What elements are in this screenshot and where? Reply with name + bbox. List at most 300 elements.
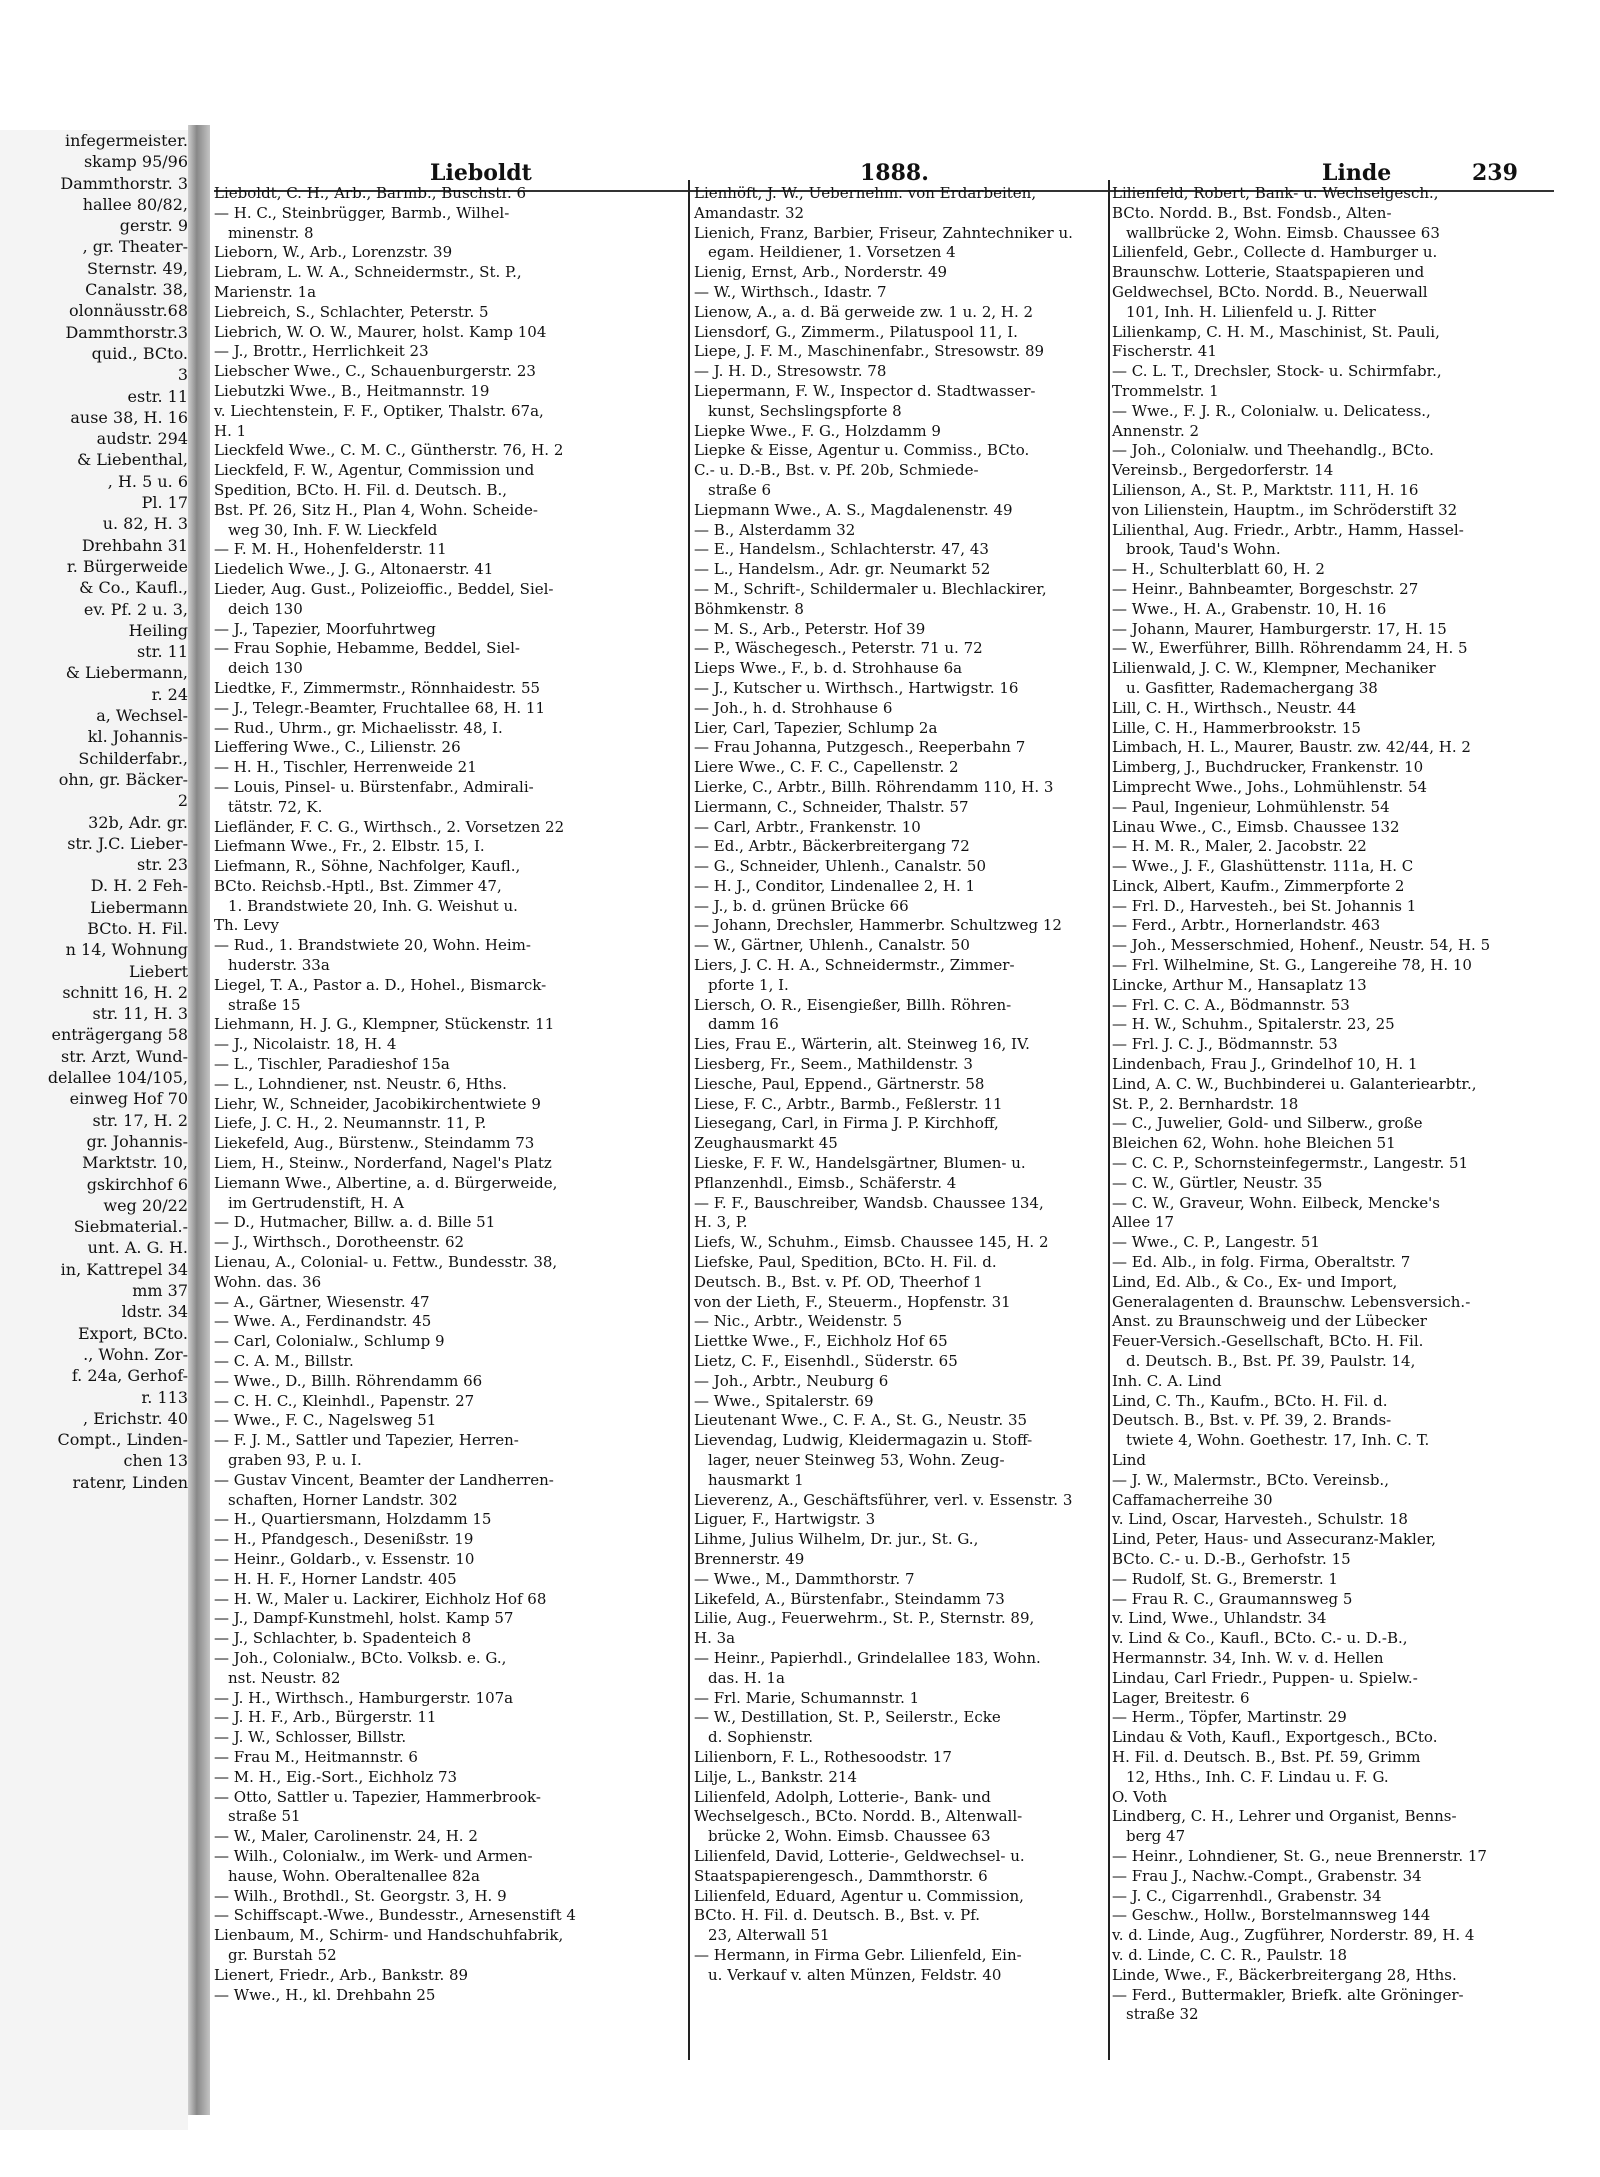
facing-page-line: Siebmaterial.- bbox=[73, 1217, 188, 1237]
directory-entry-line: v. d. Linde, Aug., Zugführer, Norderstr. 89, H. 4 bbox=[1112, 1926, 1475, 1945]
directory-entry-line: — J., Schlachter, b. Spadenteich 8 bbox=[214, 1629, 472, 1648]
facing-page-line: olonnäusstr.68 bbox=[68, 301, 188, 321]
directory-entry-line: Lietz, C. F., Eisenhdl., Süderstr. 65 bbox=[694, 1352, 958, 1371]
directory-entry-line: Liere Wwe., C. F. C., Capellenstr. 2 bbox=[694, 758, 959, 777]
facing-page-line: Canalstr. 38, bbox=[85, 280, 188, 300]
facing-page-line: delallee 104/105, bbox=[47, 1068, 188, 1088]
directory-entry-line: Liesberg, Fr., Seem., Mathildenstr. 3 bbox=[694, 1055, 973, 1074]
directory-entry-line: Liefmann, R., Söhne, Nachfolger, Kaufl., bbox=[214, 857, 521, 876]
directory-entry-line: — Wwe., M., Dammthorstr. 7 bbox=[694, 1569, 915, 1588]
directory-entry-line: H. Fil. d. Deutsch. B., Bst. Pf. 59, Grimm bbox=[1112, 1747, 1421, 1766]
directory-entry-line: — J. H. F., Arb., Bürgerstr. 11 bbox=[214, 1708, 437, 1727]
facing-page-line: estr. 11 bbox=[127, 386, 188, 406]
directory-entry-line: Lienig, Ernst, Arb., Norderstr. 49 bbox=[694, 263, 948, 282]
directory-entry-line: Liensdorf, G., Zimmerm., Pilatuspool 11, I. bbox=[694, 322, 1018, 341]
facing-page-line: , Erichstr. 40 bbox=[83, 1408, 188, 1428]
directory-entry-line: Staatspapierengesch., Dammthorstr. 6 bbox=[694, 1866, 988, 1885]
directory-entry-line: — L., Handelsm., Adr. gr. Neumarkt 52 bbox=[694, 560, 991, 579]
directory-entry-line: — M., Schrift-, Schildermaler u. Blechlackirer, bbox=[694, 579, 1047, 598]
directory-entry-line: im Gertrudenstift, H. A bbox=[228, 1193, 404, 1212]
directory-entry-line: — Wwe., F. C., Nagelsweg 51 bbox=[214, 1411, 437, 1430]
directory-entry-line: — J., b. d. grünen Brücke 66 bbox=[694, 896, 909, 915]
running-head-right: Linde bbox=[1322, 160, 1392, 186]
directory-entry-line: — Otto, Sattler u. Tapezier, Hammerbrook- bbox=[214, 1787, 541, 1806]
column-2 bbox=[694, 184, 1112, 2014]
directory-entry-line: Lienau, A., Colonial- u. Fettw., Bundesstr. 38, bbox=[214, 1253, 558, 1272]
directory-entry-line: H. 1 bbox=[214, 421, 247, 440]
directory-entry-line: — Wwe., D., Billh. Röhrendamm 66 bbox=[214, 1371, 483, 1390]
directory-entry-line: — J., Wirthsch., Dorotheenstr. 62 bbox=[214, 1233, 465, 1252]
directory-entry-line: — Hermann, in Firma Gebr. Lilienfeld, Ein- bbox=[694, 1945, 1022, 1964]
directory-entry-line: Lies, Frau E., Wärterin, alt. Steinweg 16, IV. bbox=[694, 1035, 1030, 1054]
directory-entry-line: Bst. Pf. 26, Sitz H., Plan 4, Wohn. Scheide- bbox=[214, 500, 538, 519]
directory-entry-line: — Joh., h. d. Strohhause 6 bbox=[694, 698, 893, 717]
directory-entry-line: — W., Maler, Carolinenstr. 24, H. 2 bbox=[214, 1827, 478, 1846]
directory-entry-line: v. Lind, Wwe., Uhlandstr. 34 bbox=[1112, 1609, 1327, 1628]
directory-entry-line: von der Lieth, F., Steuerm., Hopfenstr. 31 bbox=[694, 1292, 1011, 1311]
directory-entry-line: Lievendag, Ludwig, Kleidermagazin u. Stoff- bbox=[694, 1431, 1033, 1450]
directory-entry-line: — H. H. F., Horner Landstr. 405 bbox=[214, 1569, 457, 1588]
directory-entry-line: — H. M. R., Maler, 2. Jacobstr. 22 bbox=[1112, 837, 1367, 856]
directory-entry-line: — W., Ewerführer, Billh. Röhrendamm 24, H. 5 bbox=[1112, 639, 1468, 658]
facing-page-line: gerstr. 9 bbox=[119, 216, 188, 236]
directory-entry-line: Amandastr. 32 bbox=[694, 203, 805, 222]
directory-entry-line: — C. H. C., Kleinhdl., Papenstr. 27 bbox=[214, 1391, 475, 1410]
directory-entry-line: — Ferd., Arbtr., Hornerlandstr. 463 bbox=[1112, 916, 1381, 935]
directory-entry-line: Wechselgesch., BCto. Nordd. B., Altenwall- bbox=[694, 1807, 1023, 1826]
directory-entry-line: — Rud., Uhrm., gr. Michaelisstr. 48, I. bbox=[214, 718, 503, 737]
directory-entry-line: Liguer, F., Hartwigstr. 3 bbox=[694, 1510, 876, 1529]
directory-entry-line: Lind, Peter, Haus- und Assecuranz-Makler, bbox=[1112, 1530, 1436, 1549]
facing-page-line: Dammthorstr.3 bbox=[65, 322, 188, 342]
directory-entry-line: Limprecht Wwe., Johs., Lohmühlenstr. 54 bbox=[1112, 777, 1428, 796]
facing-page-line: chen 13 bbox=[123, 1451, 188, 1471]
directory-entry-line: C.- u. D.-B., Bst. v. Pf. 20b, Schmiede- bbox=[694, 461, 979, 480]
facing-page-line: r. 113 bbox=[141, 1387, 188, 1407]
directory-entry-line: — P., Wäschegesch., Peterstr. 71 u. 72 bbox=[694, 639, 983, 658]
directory-entry-line: hausmarkt 1 bbox=[708, 1470, 804, 1489]
directory-entry-line: Böhmkenstr. 8 bbox=[694, 599, 804, 618]
directory-entry-line: schaften, Horner Landstr. 302 bbox=[228, 1490, 458, 1509]
column-rule-1 bbox=[688, 180, 690, 2060]
directory-entry-line: Liekefeld, Aug., Bürstenw., Steindamm 73 bbox=[214, 1134, 535, 1153]
directory-entry-line: Fischerstr. 41 bbox=[1112, 342, 1217, 361]
directory-entry-line: tätstr. 72, K. bbox=[228, 797, 323, 816]
directory-entry-line: straße 51 bbox=[228, 1807, 301, 1826]
directory-entry-line: Linde, Wwe., F., Bäckerbreitergang 28, Hths. bbox=[1112, 1965, 1457, 1984]
facing-page-line: Heiling bbox=[128, 620, 188, 640]
directory-entry-line: Lilienfeld, Gebr., Collecte d. Hamburger u. bbox=[1112, 243, 1438, 262]
directory-entry-line: berg 47 bbox=[1126, 1827, 1186, 1846]
directory-entry-line: Lihme, Julius Wilhelm, Dr. jur., St. G., bbox=[694, 1530, 979, 1549]
directory-entry-line: — Wilh., Colonialw., im Werk- und Armen- bbox=[214, 1846, 533, 1865]
directory-entry-line: Caffamacherreihe 30 bbox=[1112, 1490, 1273, 1509]
facing-page-line: ohn, gr. Bäcker- bbox=[58, 769, 188, 789]
directory-entry-line: pforte 1, I. bbox=[708, 975, 789, 994]
directory-entry-line: — Frau J., Nachw.-Compt., Grabenstr. 34 bbox=[1112, 1866, 1422, 1885]
directory-entry-line: — Frau M., Heitmannstr. 6 bbox=[214, 1747, 418, 1766]
facing-page-line: in, Kattrepel 34 bbox=[60, 1259, 188, 1279]
directory-entry-line: 101, Inh. H. Lilienfeld u. J. Ritter bbox=[1126, 302, 1376, 321]
directory-entry-line: H. 3a bbox=[694, 1629, 736, 1648]
facing-page-line: mm 37 bbox=[132, 1281, 188, 1301]
facing-page-line: str. Arzt, Wund- bbox=[61, 1046, 188, 1066]
directory-entry-line: straße 6 bbox=[708, 480, 772, 499]
directory-entry-line: Lilje, L., Bankstr. 214 bbox=[694, 1767, 858, 1786]
directory-entry-line: — C. W., Graveur, Wohn. Eilbeck, Mencke's bbox=[1112, 1193, 1440, 1212]
directory-entry-line: — Heinr., Papierhdl., Grindelallee 183, Wohn. bbox=[694, 1648, 1041, 1667]
directory-entry-line: Vereinsb., Bergedorferstr. 14 bbox=[1112, 461, 1334, 480]
facing-page-line: & Liebenthal, bbox=[76, 450, 188, 470]
directory-entry-line: — B., Alsterdamm 32 bbox=[694, 520, 856, 539]
facing-page-line: 2 bbox=[177, 791, 188, 811]
directory-entry-line: Liebrich, W. O. W., Maurer, holst. Kamp 104 bbox=[214, 322, 547, 341]
directory-entry-line: — Wwe., H., kl. Drehbahn 25 bbox=[214, 1985, 436, 2004]
facing-page-line: 3 bbox=[177, 365, 188, 385]
directory-entry-line: damm 16 bbox=[708, 1015, 779, 1034]
directory-entry-line: Spedition, BCto. H. Fil. d. Deutsch. B., bbox=[214, 480, 508, 499]
directory-entry-line: straße 15 bbox=[228, 995, 301, 1014]
directory-entry-line: — H., Quartiersmann, Holzdamm 15 bbox=[214, 1510, 492, 1529]
directory-entry-line: — Paul, Ingenieur, Lohmühlenstr. 54 bbox=[1112, 797, 1390, 816]
directory-entry-line: Lindberg, C. H., Lehrer und Organist, Benns- bbox=[1112, 1807, 1457, 1826]
directory-entry-line: hause, Wohn. Oberaltenallee 82a bbox=[228, 1866, 481, 1885]
directory-entry-line: u. Gasfitter, Rademachergang 38 bbox=[1126, 678, 1378, 697]
directory-entry-line: Annenstr. 2 bbox=[1112, 421, 1200, 440]
directory-entry-line: — Frl. Marie, Schumannstr. 1 bbox=[694, 1688, 920, 1707]
facing-page-line: enträgergang 58 bbox=[51, 1025, 188, 1045]
facing-page-line: f. 24a, Gerhof- bbox=[71, 1366, 188, 1386]
directory-entry-line: — Heinr., Goldarb., v. Essenstr. 10 bbox=[214, 1549, 475, 1568]
directory-entry-line: — Wwe. A., Ferdinandstr. 45 bbox=[214, 1312, 432, 1331]
directory-entry-line: Liebscher Wwe., C., Schauenburgerstr. 23 bbox=[214, 362, 536, 381]
directory-entry-line: Liepermann, F. W., Inspector d. Stadtwasser- bbox=[694, 381, 1036, 400]
directory-entry-line: — W., Gärtner, Uhlenh., Canalstr. 50 bbox=[694, 936, 970, 955]
directory-entry-line: Lindau & Voth, Kaufl., Exportgesch., BCto. bbox=[1112, 1728, 1438, 1747]
facing-page-line: Liebermann bbox=[90, 897, 188, 917]
directory-entry-line: Trommelstr. 1 bbox=[1112, 381, 1219, 400]
page-number: 239 bbox=[1472, 160, 1518, 186]
directory-entry-line: Liese, F. C., Arbtr., Barmb., Feßlerstr. 11 bbox=[694, 1094, 1003, 1113]
directory-entry-line: Lienert, Friedr., Arb., Bankstr. 89 bbox=[214, 1965, 469, 1984]
directory-entry-line: — Johann, Maurer, Hamburgerstr. 17, H. 15 bbox=[1112, 619, 1447, 638]
directory-entry-line: — L., Lohndiener, nst. Neustr. 6, Hths. bbox=[214, 1074, 507, 1093]
directory-entry-line: Lilienfeld, Adolph, Lotterie-, Bank- und bbox=[694, 1787, 991, 1806]
directory-entry-line: — Gustav Vincent, Beamter der Landherren- bbox=[214, 1470, 554, 1489]
facing-page-line: 32b, Adr. gr. bbox=[88, 812, 188, 832]
running-head-year: 1888. bbox=[860, 160, 929, 186]
directory-entry-line: Braunschw. Lotterie, Staatspapieren und bbox=[1112, 263, 1425, 282]
directory-entry-line: Liem, H., Steinw., Norderfand, Nagel's Platz bbox=[214, 1154, 552, 1173]
directory-entry-line: — C. L. T., Drechsler, Stock- u. Schirmfabr., bbox=[1112, 362, 1442, 381]
directory-entry-line: egam. Heildiener, 1. Vorsetzen 4 bbox=[708, 243, 956, 262]
directory-entry-line: Lieborn, W., Arb., Lorenzstr. 39 bbox=[214, 243, 453, 262]
facing-page-line: str. 11, H. 3 bbox=[92, 1004, 188, 1024]
directory-entry-line: Lind, Ed. Alb., & Co., Ex- und Import, bbox=[1112, 1272, 1398, 1291]
directory-entry-line: — Wwe., Spitalerstr. 69 bbox=[694, 1391, 874, 1410]
directory-entry-line: Lierke, C., Arbtr., Billh. Röhrendamm 110, H. 3 bbox=[694, 777, 1054, 796]
directory-entry-line: — C., Juwelier, Gold- und Silberw., große bbox=[1112, 1114, 1423, 1133]
directory-entry-line: von Lilienstein, Hauptm., im Schröderstift 32 bbox=[1112, 500, 1458, 519]
directory-entry-line: — Wwe., J. F., Glashüttenstr. 111a, H. C bbox=[1112, 857, 1414, 876]
directory-entry-line: u. Verkauf v. alten Münzen, Feldstr. 40 bbox=[708, 1965, 1002, 1984]
directory-entry-line: Lieske, F. F. W., Handelsgärtner, Blumen- u. bbox=[694, 1154, 1026, 1173]
directory-entry-line: Lincke, Arthur M., Hansaplatz 13 bbox=[1112, 975, 1367, 994]
directory-entry-line: — Johann, Drechsler, Hammerbr. Schultzweg 12 bbox=[694, 916, 1062, 935]
directory-entry-line: St. P., 2. Bernhardstr. 18 bbox=[1112, 1094, 1299, 1113]
facing-page-line: str. 23 bbox=[136, 855, 188, 875]
directory-entry-line: — Joh., Colonialw., BCto. Volksb. e. G., bbox=[214, 1648, 507, 1667]
directory-entry-line: Lilienson, A., St. P., Marktstr. 111, H. 16 bbox=[1112, 480, 1419, 499]
directory-entry-line: Liefs, W., Schuhm., Eimsb. Chaussee 145, H. 2 bbox=[694, 1233, 1049, 1252]
directory-entry-line: Lindau, Carl Friedr., Puppen- u. Spielw.- bbox=[1112, 1668, 1418, 1687]
directory-entry-line: — Joh., Colonialw. und Theehandlg., BCto. bbox=[1112, 441, 1434, 460]
directory-entry-line: Liepe, J. F. M., Maschinenfabr., Stresowstr. 89 bbox=[694, 342, 1045, 361]
directory-entry-line: — Frau R. C., Graumannsweg 5 bbox=[1112, 1589, 1353, 1608]
directory-entry-line: Hermannstr. 34, Inh. W. v. d. Hellen bbox=[1112, 1648, 1384, 1667]
directory-entry-line: — Wwe., C. P., Langestr. 51 bbox=[1112, 1233, 1320, 1252]
directory-entry-line: Lilienborn, F. L., Rothesoodstr. 17 bbox=[694, 1747, 952, 1766]
directory-entry-line: Liesche, Paul, Eppend., Gärtnerstr. 58 bbox=[694, 1074, 985, 1093]
directory-entry-line: — Frau Sophie, Hebamme, Beddel, Siel- bbox=[214, 639, 520, 658]
directory-entry-line: — M. H., Eig.-Sort., Eichholz 73 bbox=[214, 1767, 458, 1786]
facing-page-line: Schilderfabr., bbox=[78, 748, 188, 768]
directory-entry-line: — D., Hutmacher, Billw. a. d. Bille 51 bbox=[214, 1213, 496, 1232]
directory-entry-line: — Carl, Colonialw., Schlump 9 bbox=[214, 1332, 445, 1351]
facing-page-line: ratenr, Linden bbox=[72, 1472, 188, 1492]
directory-entry-line: Wohn. das. 36 bbox=[214, 1272, 322, 1291]
directory-entry-line: — F. J. M., Sattler und Tapezier, Herren- bbox=[214, 1431, 519, 1450]
directory-entry-line: Liersch, O. R., Eisengießer, Billh. Röhren- bbox=[694, 995, 1012, 1014]
directory-entry-line: — Wwe., F. J. R., Colonialw. u. Delicatess., bbox=[1112, 401, 1431, 420]
directory-entry-line: — Rud., 1. Brandstwiete 20, Wohn. Heim- bbox=[214, 936, 531, 955]
directory-entry-line: v. Liechtenstein, F. F., Optiker, Thalstr. 67a, bbox=[214, 401, 544, 420]
directory-entry-line: Liehr, W., Schneider, Jacobikirchentwiete 9 bbox=[214, 1094, 541, 1113]
directory-entry-line: Liettke Wwe., F., Eichholz Hof 65 bbox=[694, 1332, 948, 1351]
directory-entry-line: Lilienfeld, David, Lotterie-, Geldwechsel- u. bbox=[694, 1846, 1025, 1865]
directory-entry-line: — J. H. D., Stresowstr. 78 bbox=[694, 362, 887, 381]
directory-entry-line: Liermann, C., Schneider, Thalstr. 57 bbox=[694, 797, 969, 816]
directory-entry-line: Lind, C. Th., Kaufm., BCto. H. Fil. d. bbox=[1112, 1391, 1388, 1410]
directory-entry-line: Lilienkamp, C. H. M., Maschinist, St. Pauli, bbox=[1112, 322, 1440, 341]
directory-entry-line: — Heinr., Bahnbeamter, Borgeschstr. 27 bbox=[1112, 579, 1419, 598]
directory-entry-line: — H. J., Conditor, Lindenallee 2, H. 1 bbox=[694, 876, 976, 895]
directory-entry-line: — A., Gärtner, Wiesenstr. 47 bbox=[214, 1292, 430, 1311]
directory-entry-line: Lilienfeld, Robert, Bank- u. Wechselgesch., bbox=[1112, 184, 1439, 202]
directory-entry-line: — Carl, Arbtr., Frankenstr. 10 bbox=[694, 817, 921, 836]
directory-entry-line: Liepke Wwe., F. G., Holzdamm 9 bbox=[694, 421, 941, 440]
facing-page-line: kl. Johannis- bbox=[87, 727, 188, 747]
directory-entry-line: — Frl. Wilhelmine, St. G., Langereihe 78, H. 10 bbox=[1112, 956, 1472, 975]
directory-entry-line: Lill, C. H., Wirthsch., Neustr. 44 bbox=[1112, 698, 1357, 717]
directory-entry-line: — Wwe., H. A., Grabenstr. 10, H. 16 bbox=[1112, 599, 1387, 618]
directory-entry-line: — H., Pfandgesch., Desenißstr. 19 bbox=[214, 1530, 474, 1549]
facing-page-line: hallee 80/82, bbox=[82, 194, 188, 214]
directory-entry-line: — Wilh., Brothdl., St. Georgstr. 3, H. 9 bbox=[214, 1886, 507, 1905]
facing-page-line: , H. 5 u. 6 bbox=[107, 471, 188, 491]
directory-entry-line: O. Voth bbox=[1112, 1787, 1168, 1806]
directory-entry-line: Lieckfeld Wwe., C. M. C., Güntherstr. 76, H. 2 bbox=[214, 441, 564, 460]
directory-entry-line: Limberg, J., Buchdrucker, Frankenstr. 10 bbox=[1112, 758, 1424, 777]
directory-entry-line: — J., Dampf-Kunstmehl, holst. Kamp 57 bbox=[214, 1609, 514, 1628]
directory-entry-line: 12, Hths., Inh. C. F. Lindau u. F. G. bbox=[1126, 1767, 1389, 1786]
directory-entry-line: Pflanzenhdl., Eimsb., Schäferstr. 4 bbox=[694, 1173, 957, 1192]
directory-entry-line: Liefe, J. C. H., 2. Neumannstr. 11, P. bbox=[214, 1114, 487, 1133]
directory-entry-line: Lieboldt, C. H., Arb., Barmb., Buschstr. 6 bbox=[214, 184, 527, 202]
directory-entry-line: Marienstr. 1a bbox=[214, 282, 317, 301]
directory-entry-line: — Ed. Alb., in folg. Firma, Oberaltstr. 7 bbox=[1112, 1253, 1411, 1272]
directory-entry-line: — M. S., Arb., Peterstr. Hof 39 bbox=[694, 619, 926, 638]
directory-entry-line: Lieverenz, A., Geschäftsführer, verl. v. Essenstr. 3 bbox=[694, 1490, 1073, 1509]
directory-entry-line: — Schiffscapt.-Wwe., Bundesstr., Arnesenstift 4 bbox=[214, 1906, 576, 1925]
facing-page-line: skamp 95/96 bbox=[83, 152, 188, 172]
facing-page-line: gskirchhof 6 bbox=[86, 1174, 188, 1194]
directory-entry-line: Lier, Carl, Tapezier, Schlump 2a bbox=[694, 718, 938, 737]
facing-page-line: ev. Pf. 2 u. 3, bbox=[83, 599, 188, 619]
directory-entry-line: — H. H., Tischler, Herrenweide 21 bbox=[214, 758, 477, 777]
directory-entry-line: — Joh., Arbtr., Neuburg 6 bbox=[694, 1371, 889, 1390]
directory-entry-line: — E., Handelsm., Schlachterstr. 47, 43 bbox=[694, 540, 989, 559]
directory-entry-line: — H. W., Schuhm., Spitalerstr. 23, 25 bbox=[1112, 1015, 1395, 1034]
facing-page-line: u. 82, H. 3 bbox=[102, 514, 188, 534]
directory-entry-line: Liedelich Wwe., J. G., Altonaerstr. 41 bbox=[214, 560, 494, 579]
directory-entry-line: — G., Schneider, Uhlenh., Canalstr. 50 bbox=[694, 857, 987, 876]
directory-entry-line: Linck, Albert, Kaufm., Zimmerpforte 2 bbox=[1112, 876, 1405, 895]
facing-page-line: BCto. H. Fil. bbox=[87, 918, 188, 938]
facing-page-line: einweg Hof 70 bbox=[69, 1089, 188, 1109]
directory-entry-line: Lienow, A., a. d. Bä gerweide zw. 1 u. 2, H. 2 bbox=[694, 302, 1034, 321]
directory-entry-line: v. Lind & Co., Kaufl., BCto. C.- u. D.-B., bbox=[1112, 1629, 1408, 1648]
facing-page-line: a, Wechsel- bbox=[96, 706, 188, 726]
facing-page-line: audstr. 294 bbox=[96, 429, 188, 449]
directory-entry-line: Lienhöft, J. W., Uebernehm. von Erdarbeiten, bbox=[694, 184, 1037, 202]
facing-page-line: ., Wohn. Zor- bbox=[83, 1344, 188, 1364]
directory-entry-line: H. 3, P. bbox=[694, 1213, 748, 1232]
directory-entry-line: Anst. zu Braunschweig und der Lübecker bbox=[1112, 1312, 1427, 1331]
directory-entry-line: — W., Destillation, St. P., Seilerstr., Ecke bbox=[694, 1708, 1001, 1727]
directory-entry-line: BCto. C.- u. D.-B., Gerhofstr. 15 bbox=[1112, 1549, 1351, 1568]
facing-page-line: , gr. Theater- bbox=[82, 237, 188, 257]
directory-entry-line: — Nic., Arbtr., Weidenstr. 5 bbox=[694, 1312, 903, 1331]
directory-entry-line: Lilie, Aug., Feuerwehrm., St. P., Sternstr. 89, bbox=[694, 1609, 1035, 1628]
directory-entry-line: deich 130 bbox=[228, 659, 303, 678]
directory-entry-line: deich 130 bbox=[228, 599, 303, 618]
directory-entry-line: — C. A. M., Billstr. bbox=[214, 1352, 354, 1371]
facing-page-line: Dammthorstr. 3 bbox=[60, 173, 188, 193]
facing-page-line: str. 17, H. 2 bbox=[92, 1110, 188, 1130]
directory-entry-line: — J., Telegr.-Beamter, Fruchtallee 68, H. 11 bbox=[214, 698, 546, 717]
directory-entry-line: Liedtke, F., Zimmermstr., Rönnhaidestr. 55 bbox=[214, 678, 541, 697]
directory-entry-line: Liesegang, Carl, in Firma J. P. Kirchhoff, bbox=[694, 1114, 999, 1133]
directory-entry-line: — J. C., Cigarrenhdl., Grabenstr. 34 bbox=[1112, 1886, 1382, 1905]
directory-entry-line: Likefeld, A., Bürstenfabr., Steindamm 73 bbox=[694, 1589, 1005, 1608]
directory-entry-line: das. H. 1a bbox=[708, 1668, 785, 1687]
facing-page-line: unt. A. G. H. bbox=[87, 1238, 188, 1258]
facing-page-line: quid., BCto. bbox=[91, 343, 188, 363]
directory-entry-line: — F. F., Bauschreiber, Wandsb. Chaussee 134, bbox=[694, 1193, 1044, 1212]
directory-entry-line: 23, Alterwall 51 bbox=[708, 1926, 830, 1945]
directory-entry-line: — Ed., Arbtr., Bäckerbreitergang 72 bbox=[694, 837, 970, 856]
directory-entry-line: Geldwechsel, BCto. Nordd. B., Neuerwall bbox=[1112, 282, 1428, 301]
directory-entry-line: straße 32 bbox=[1126, 2005, 1199, 2024]
directory-entry-line: Liefländer, F. C. G., Wirthsch., 2. Vorsetzen 22 bbox=[214, 817, 565, 836]
directory-entry-line: — J., Brottr., Herrlichkeit 23 bbox=[214, 342, 429, 361]
directory-entry-line: weg 30, Inh. F. W. Lieckfeld bbox=[228, 520, 438, 539]
facing-page-line: weg 20/22 bbox=[103, 1195, 188, 1215]
facing-page-line: r. 24 bbox=[151, 684, 188, 704]
facing-page-line: Pl. 17 bbox=[141, 493, 188, 513]
directory-entry-line: twiete 4, Wohn. Goethestr. 17, Inh. C. T. bbox=[1126, 1431, 1430, 1450]
directory-entry-line: — Frau Johanna, Putzgesch., Reeperbahn 7 bbox=[694, 738, 1026, 757]
directory-entry-line: BCto. Nordd. B., Bst. Fondsb., Alten- bbox=[1112, 203, 1392, 222]
directory-entry-line: Lilienthal, Aug. Friedr., Arbtr., Hamm, Hassel- bbox=[1112, 520, 1464, 539]
directory-entry-line: Zeughausmarkt 45 bbox=[694, 1134, 838, 1153]
directory-entry-line: Linau Wwe., C., Eimsb. Chaussee 132 bbox=[1112, 817, 1400, 836]
directory-entry-line: v. Lind, Oscar, Harvesteh., Schulstr. 18 bbox=[1112, 1510, 1408, 1529]
directory-entry-line: — C. C. P., Schornsteinfegermstr., Langestr. 51 bbox=[1112, 1154, 1469, 1173]
directory-entry-line: d. Deutsch. B., Bst. Pf. 39, Paulstr. 14, bbox=[1126, 1352, 1416, 1371]
directory-entry-line: BCto. H. Fil. d. Deutsch. B., Bst. v. Pf. bbox=[694, 1906, 981, 1925]
facing-page-line: Compt., Linden- bbox=[57, 1430, 188, 1450]
directory-entry-line: Lind bbox=[1112, 1451, 1147, 1469]
directory-entry-line: — Frl. C. C. A., Bödmannstr. 53 bbox=[1112, 995, 1350, 1014]
directory-entry-line: Liebutzki Wwe., B., Heitmannstr. 19 bbox=[214, 381, 490, 400]
directory-entry-line: Liers, J. C. H. A., Schneidermstr., Zimmer- bbox=[694, 956, 1015, 975]
directory-entry-line: Feuer-Versich.-Gesellschaft, BCto. H. Fil. bbox=[1112, 1332, 1424, 1351]
directory-entry-line: Lieder, Aug. Gust., Polizeioffic., Beddel, Siel- bbox=[214, 579, 554, 598]
book-spine bbox=[188, 125, 210, 2115]
directory-entry-line: Lieffering Wwe., C., Lilienstr. 26 bbox=[214, 738, 461, 757]
column-1 bbox=[214, 184, 684, 2014]
directory-entry-line: — J., Kutscher u. Wirthsch., Hartwigstr. 16 bbox=[694, 678, 1019, 697]
directory-entry-line: Bleichen 62, Wohn. hohe Bleichen 51 bbox=[1112, 1134, 1396, 1153]
facing-page-line: Drehbahn 31 bbox=[81, 535, 188, 555]
directory-entry-line: kunst, Sechslingspforte 8 bbox=[708, 401, 902, 420]
directory-entry-line: wallbrücke 2, Wohn. Eimsb. Chaussee 63 bbox=[1126, 223, 1440, 242]
facing-page-fragment bbox=[0, 130, 188, 2130]
directory-entry-line: — F. M. H., Hohenfelderstr. 11 bbox=[214, 540, 447, 559]
directory-entry-line: Lieps Wwe., F., b. d. Strohhause 6a bbox=[694, 659, 963, 678]
directory-entry-line: — Heinr., Lohndiener, St. G., neue Brennerstr. 17 bbox=[1112, 1846, 1487, 1865]
directory-entry-line: gr. Burstah 52 bbox=[228, 1945, 337, 1964]
facing-page-line: Sternstr. 49, bbox=[87, 258, 188, 278]
directory-entry-line: — Geschw., Hollw., Borstelmannsweg 144 bbox=[1112, 1906, 1431, 1925]
directory-entry-line: Lindenbach, Frau J., Grindelhof 10, H. 1 bbox=[1112, 1055, 1418, 1074]
directory-entry-line: minenstr. 8 bbox=[228, 223, 314, 242]
directory-entry-line: Deutsch. B., Bst. v. Pf. OD, Theerhof 1 bbox=[694, 1272, 983, 1291]
directory-entry-line: — H. W., Maler u. Lackirer, Eichholz Hof 68 bbox=[214, 1589, 547, 1608]
directory-entry-line: — J., Nicolaistr. 18, H. 4 bbox=[214, 1035, 397, 1054]
directory-entry-line: Liebreich, S., Schlachter, Peterstr. 5 bbox=[214, 302, 489, 321]
facing-page-line: r. Bürgerweide bbox=[66, 556, 188, 576]
directory-entry-line: — J. H., Wirthsch., Hamburgerstr. 107a bbox=[214, 1688, 514, 1707]
directory-entry-line: Lilienfeld, Eduard, Agentur u. Commission, bbox=[694, 1886, 1024, 1905]
directory-entry-line: — Joh., Messerschmied, Hohenf., Neustr. 54, H. 5 bbox=[1112, 936, 1491, 955]
facing-page-line: n 14, Wohnung bbox=[65, 940, 188, 960]
directory-entry-line: Lind, A. C. W., Buchbinderei u. Galanteriearbtr., bbox=[1112, 1074, 1477, 1093]
directory-entry-line: Lieutenant Wwe., C. F. A., St. G., Neustr. 35 bbox=[694, 1411, 1028, 1430]
directory-entry-line: d. Sophienstr. bbox=[708, 1728, 814, 1747]
directory-entry-line: — J. W., Schlosser, Billstr. bbox=[214, 1728, 407, 1747]
directory-entry-line: huderstr. 33a bbox=[228, 956, 330, 975]
directory-entry-line: Liepmann Wwe., A. S., Magdalenenstr. 49 bbox=[694, 500, 1013, 519]
directory-entry-line: graben 93, P. u. I. bbox=[228, 1451, 362, 1469]
facing-page-line: & Co., Kaufl., bbox=[79, 578, 188, 598]
facing-page-line: ldstr. 34 bbox=[121, 1302, 188, 1322]
facing-page-line: ause 38, H. 16 bbox=[70, 407, 188, 427]
running-head-left: Lieboldt bbox=[430, 160, 532, 186]
directory-entry-line: 1. Brandstwiete 20, Inh. G. Weishut u. bbox=[228, 896, 518, 915]
